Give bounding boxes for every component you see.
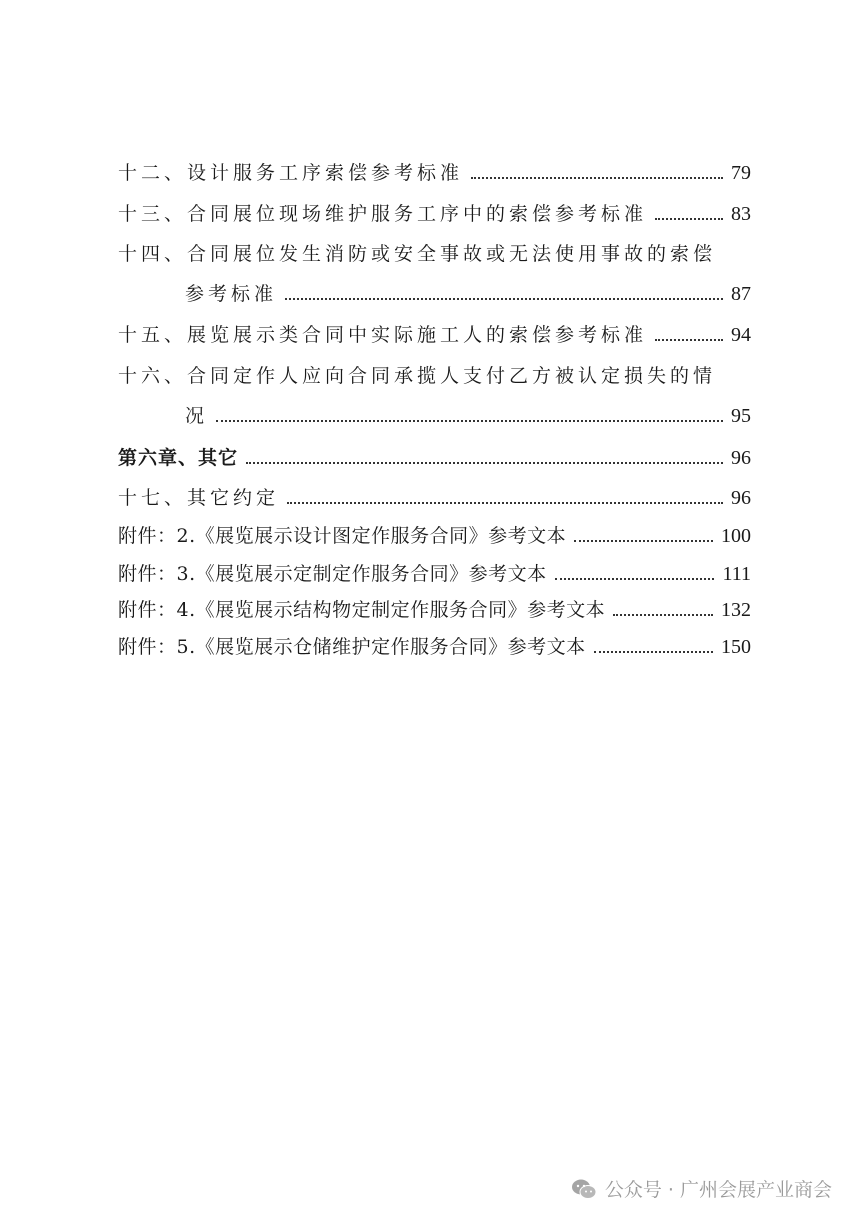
- leader-dots: [655, 218, 723, 220]
- toc-entry-title: 十四、合同展位发生消防或安全事故或无法使用事故的索偿: [118, 243, 717, 265]
- toc-chapter-6[interactable]: [118, 440, 751, 470]
- leader-dots: [655, 339, 723, 341]
- leader-dots: [594, 651, 713, 653]
- toc-entry-title: 十三、合同展位现场维护服务工序中的索偿参考标准: [118, 203, 648, 225]
- toc-entry-16-line2[interactable]: [185, 398, 751, 428]
- wechat-icon: [571, 1178, 597, 1200]
- toc-attachment-4[interactable]: [118, 592, 751, 622]
- toc-attachment-2[interactable]: [118, 518, 751, 548]
- toc-entry-title: 况: [185, 405, 209, 427]
- toc-entry-page: 79: [731, 162, 751, 184]
- toc-entry-13[interactable]: [118, 196, 751, 226]
- watermark: [571, 1175, 832, 1202]
- leader-dots: [471, 177, 723, 179]
- toc-entry-page: 132: [721, 599, 751, 621]
- toc-entry-12[interactable]: [118, 155, 751, 185]
- leader-dots: [574, 540, 713, 542]
- toc-entry-title: 附件：4.《展览展示结构物定制定作服务合同》参考文本: [118, 599, 606, 621]
- toc-entry-16-line1[interactable]: [118, 358, 716, 388]
- toc-entry-title: 第六章、其它: [118, 447, 239, 469]
- toc-entry-title: 十六、合同定作人应向合同承揽人支付乙方被认定损失的情: [118, 365, 717, 387]
- toc-entry-page: 96: [731, 447, 751, 469]
- toc-entry-title: 附件：5.《展览展示仓储维护定作服务合同》参考文本: [118, 636, 586, 658]
- toc-entry-title: 附件：2.《展览展示设计图定作服务合同》参考文本: [118, 525, 567, 547]
- toc-entry-page: 87: [731, 283, 751, 305]
- toc-entry-title: 附件：3.《展览展示定制定作服务合同》参考文本: [118, 563, 547, 585]
- toc-entry-page: 96: [731, 487, 751, 509]
- toc-entry-15[interactable]: [118, 317, 751, 347]
- toc-entry-14-line1[interactable]: [118, 236, 716, 266]
- toc-attachment-3[interactable]: [118, 556, 751, 586]
- toc-entry-page: 95: [731, 405, 751, 427]
- toc-entry-page: 111: [722, 563, 751, 585]
- toc-entry-page: 100: [721, 525, 751, 547]
- leader-dots: [246, 462, 723, 464]
- toc-entry-page: 94: [731, 324, 751, 346]
- toc-entry-title: 参考标准: [185, 283, 278, 305]
- toc-entry-page: 83: [731, 203, 751, 225]
- leader-dots: [613, 614, 713, 616]
- toc-entry-title: 十七、其它约定: [118, 487, 280, 509]
- toc-entry-17[interactable]: [118, 480, 751, 510]
- toc-entry-page: 150: [721, 636, 751, 658]
- leader-dots: [287, 502, 723, 504]
- leader-dots: [555, 578, 715, 580]
- toc-attachment-5[interactable]: [118, 629, 751, 659]
- toc-entry-title: 十五、展览展示类合同中实际施工人的索偿参考标准: [118, 324, 648, 346]
- leader-dots: [216, 420, 723, 422]
- toc-entry-title: 十二、设计服务工序索偿参考标准: [118, 162, 464, 184]
- watermark-text: 公众号 · 广州会展产业商会: [604, 1179, 832, 1201]
- leader-dots: [285, 298, 723, 300]
- toc-entry-14-line2[interactable]: [185, 276, 751, 306]
